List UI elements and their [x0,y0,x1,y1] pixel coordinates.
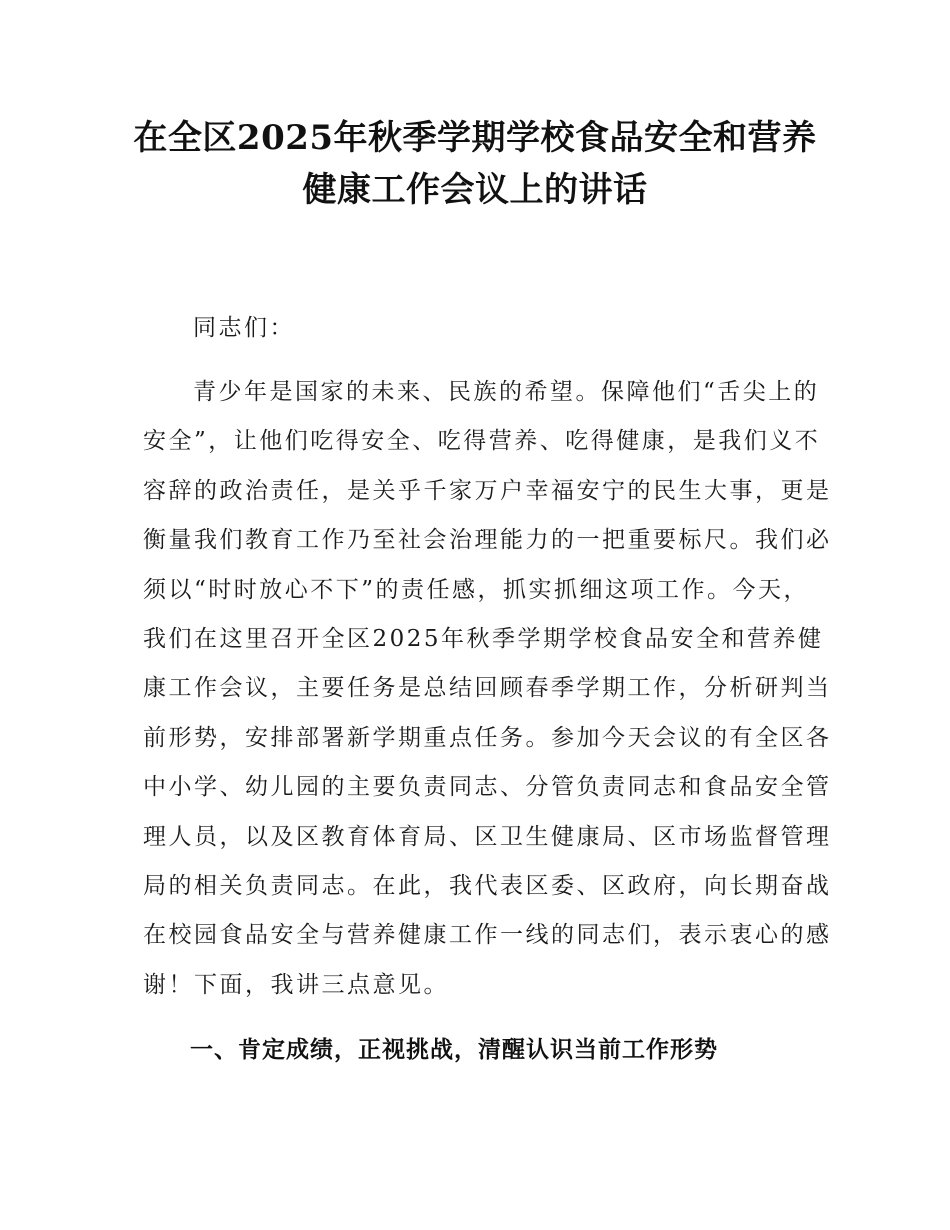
paragraph-line: 中小学、幼儿园的主要负责同志、分管负责同志和食品安全管 [143,774,832,801]
document-title [100,112,850,216]
paragraph-line: 衡量我们教育工作乃至社会治理能力的一把重要标尺。我们必 [143,527,832,554]
title-line: 在全区2025年秋季学期学校食品安全和营养 [133,118,817,158]
paragraph-line: 前形势，安排部署新学期重点任务。参加今天会议的有全区各 [143,724,832,751]
paragraph-line: 安全”，让他们吃得安全、吃得营养、吃得健康，是我们义不 [143,428,821,455]
opening-paragraph [143,368,832,1010]
paragraph-line: 须以“时时放心不下”的责任感，抓实抓细这项工作。今天， [143,576,810,603]
paragraph-line: 在校园食品安全与营养健康工作一线的同志们，表示衷心的感 [143,922,832,949]
paragraph-line: 谢！下面，我讲三点意见。 [143,971,449,998]
greeting: 同志们： [193,315,295,341]
paragraph-line: 理人员，以及区教育体育局、区卫生健康局、区市场监督管理 [143,823,832,850]
paragraph-line: 局的相关负责同志。在此，我代表区委、区政府，向长期奋战 [143,872,832,899]
paragraph-line: 康工作会议，主要任务是总结回顾春季学期工作，分析研判当 [143,675,832,702]
paragraph-line: 容辞的政治责任，是关乎千家万户幸福安宁的民生大事，更是 [143,477,832,504]
section-heading: 一、肯定成绩，正视挑战，清醒认识当前工作形势 [190,1037,718,1063]
title-line: 健康工作会议上的讲话 [302,170,648,210]
paragraph-line: 我们在这里召开全区2025年秋季学期学校食品安全和营养健 [143,625,824,652]
paragraph-line: 青少年是国家的未来、民族的希望。保障他们“舌尖上的 [193,379,820,405]
